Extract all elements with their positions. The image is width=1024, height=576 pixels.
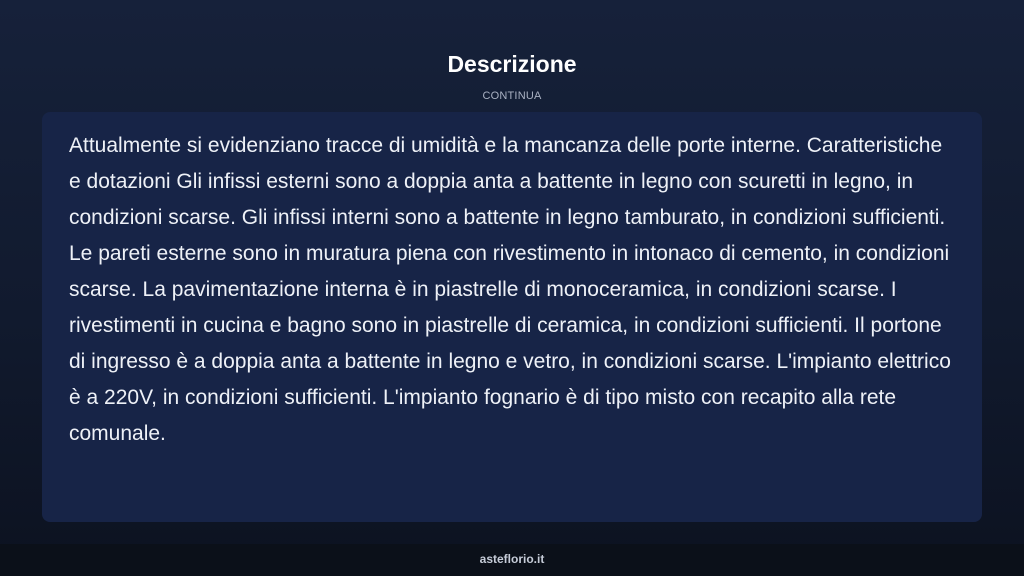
- description-text: Attualmente si evidenziano tracce di umidità e la mancanza delle porte interne. Caratteristiche e dotazioni Gli infissi esterni sono a doppia anta a battente in legno con scuretti in legno, in condizioni scarse. Gli infissi interni sono a battente in legno tamburato, in condizioni sufficienti. Le pareti esterne sono in muratura piena con rivestimento in intonaco di cemento, in condizioni scarse. La pavimentazione interna è in piastrelle di monoceramica, in condizioni scarse. I rivestimenti in cucina e bagno sono in piastrelle di ceramica, in condizioni sufficienti. Il portone di ingresso è a doppia anta a battente in legno e vetro, in condizioni scarse. L'impianto elettrico è a 220V, in condizioni sufficienti. L'impianto fognario è di tipo misto con recapito alla rete comunale.: [69, 134, 951, 445]
- page-title: Descrizione: [447, 51, 577, 77]
- continue-label: CONTINUA: [482, 90, 542, 102]
- description-card: [42, 112, 982, 522]
- footer-site-name: asteflorio.it: [479, 552, 545, 566]
- footer-bar: [0, 544, 1024, 576]
